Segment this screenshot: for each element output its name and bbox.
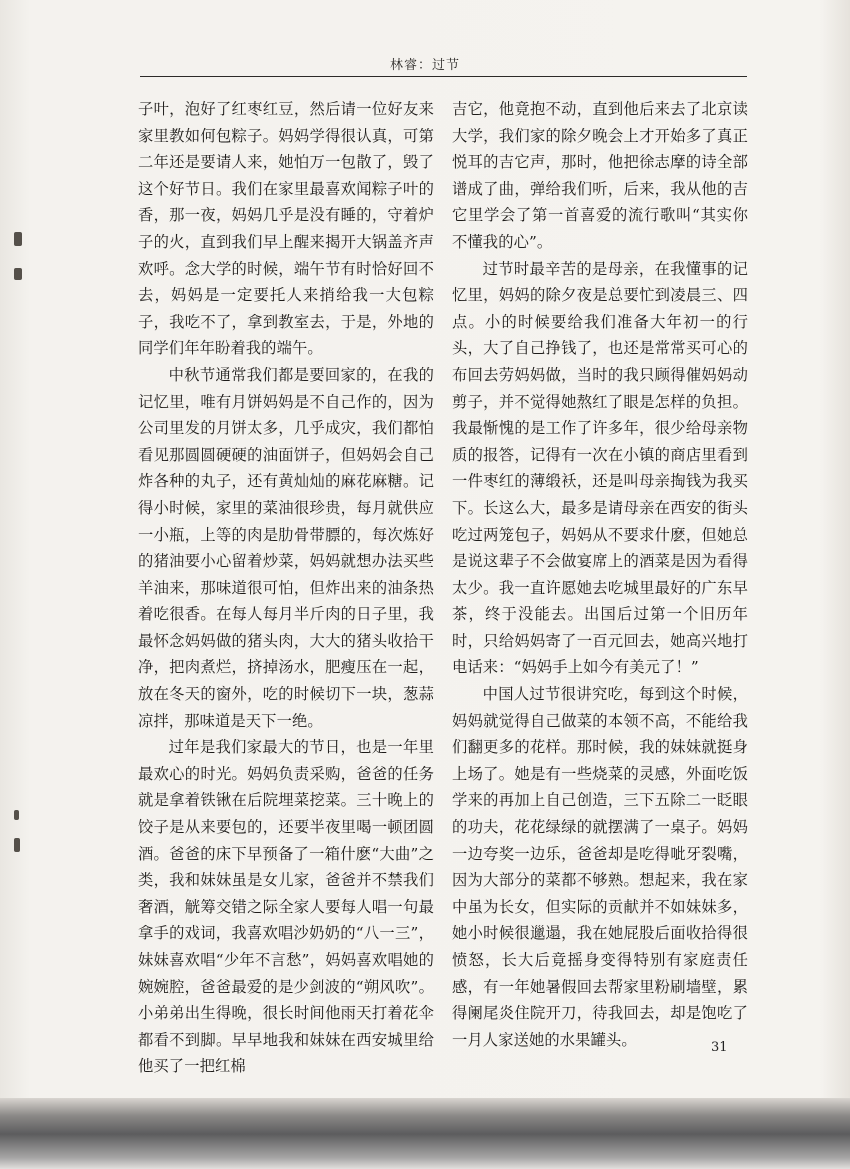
page-number: 31 [711, 1040, 728, 1055]
binding-mark [14, 268, 22, 280]
binding-mark [14, 232, 22, 246]
scan-edge-shadow [0, 1098, 850, 1169]
binding-mark [14, 810, 19, 820]
left-text-column [138, 96, 434, 1080]
paragraph-mother: 过节时最辛苦的是母亲，在我懂事的记忆里，妈妈的除夕夜是总要忙到凌晨三、四点。小的时候要给我们准备大年初一的行头，大了自己挣钱了，也还是常常买可心的布回去劳妈妈做，当时的我只顾得催妈妈动剪子，并不觉得她熬红了眼是怎样的负担。我最惭愧的是工作了许多年，很少给母亲物质的报答，记得有一次在小镇的商店里看到一件枣红的薄缎袄，还是叫母亲掏钱为我买下。长这么大，最多是请母亲在西安的街头吃过两笼包子，妈妈从不要求什麽，但她总是说这辈子不会做宴席上的酒菜是因为看得太少。我一直许愿她去吃城里最好的广东早茶，终于没能去。出国后过第一个旧历年时，只给妈妈寄了一百元回去，她高兴地打电话来：“妈妈手上如今有美元了！” [452, 259, 748, 677]
paragraph-mid-autumn: 中秋节通常我们都是要回家的，在我的记忆里，唯有月饼妈妈是不自己作的，因为公司里发的月饼太多，几乎成灾，我们都怕看见那圆圆硬硬的油面饼子，但妈妈会自己炸各种的丸子，还有黄灿灿的麻花麻糖。记得小时候，家里的菜油很珍贵，每月就供应一小瓶，上等的肉是肋骨带膘的，每次炼好的猪油要小心留着炒菜，妈妈就想办法买些羊油来，那味道很可怕，但炸出来的油条热着吃很香。在每人每月半斤肉的日子里，我最怀念妈妈做的猪头肉，大大的猪头收拾干净，把肉煮烂，挤掉汤水，肥瘦压在一起，放在冬天的窗外，吃的时候切下一块，葱蒜凉拌，那味道是天下一绝。 [138, 365, 434, 730]
paragraph-dragon-boat: 子叶，泡好了红枣红豆，然后请一位好友来家里教如何包粽子。妈妈学得很认真，可第二年还是要请人来，她怕万一包散了，毁了这个好节日。我们在家里最喜欢闻粽子叶的香，那一夜，妈妈几乎是没有睡的，守着炉子的火，直到我们早上醒来揭开大锅盖齐声欢呼。念大学的时候，端午节有时恰好回不去，妈妈是一定要托人来捎给我一大包粽子，我吃不了，拿到教室去，于是，外地的同学们年年盼着我的端午。 [138, 100, 434, 358]
header-rule [140, 76, 747, 77]
paragraph-guitar: 吉它，他竟抱不动，直到他后来去了北京读大学，我们家的除夕晚会上才开始多了真正悦耳的吉它声，那时，他把徐志摩的诗全部谱成了曲，弹给我们听，后来，我从他的吉它里学会了第一首喜爱的流行歌叫“其实你不懂我的心”。 [452, 100, 748, 251]
paragraph-sister-cooking: 中国人过节很讲究吃，每到这个时候，妈妈就觉得自己做菜的本领不高，不能给我们翻更多的花样。那时候，我的妹妹就挺身上场了。她是有一些烧菜的灵感，外面吃饭学来的再加上自己创造，三下五除二一眨眼的功夫，花花绿绿的就摆满了一桌子。妈妈一边夸奖一边乐，爸爸却是吃得呲牙裂嘴，因为大部分的菜都不够熟。想起来，我在家中虽为长女，但实际的贡献并不如妹妹多，她小时候很邋遢，我在她屁股后面收拾得很愤怒，长大后竟摇身变得特别有家庭责任感，有一年她暑假回去帮家里粉刷墙壁，累得阑尾炎住院开刀，待我回去，却是饱吃了一月人家送她的水果罐头。 [452, 685, 748, 1049]
paragraph-new-year: 过年是我们家最大的节日，也是一年里最欢心的时光。妈妈负责采购，爸爸的任务就是拿着铁锹在后院埋菜挖菜。三十晚上的饺子是从来要包的，还要半夜里喝一顿团圆酒。爸爸的床下早预备了一箱什麽“大曲”之类，我和妹妹虽是女儿家，爸爸并不禁我们奢酒，觥筹交错之际全家人要每人唱一句最拿手的戏词，我喜欢唱沙奶奶的“八一三”，妹妹喜欢唱“少年不言愁”，妈妈喜欢唱她的婉婉腔，爸爸最爱的是少剑波的“朔风吹”。小弟弟出生得晚，很长时间他雨天打着花伞都看不到脚。早早地我和妹妹在西安城里给他买了一把红棉 [138, 738, 434, 1076]
right-text-column [452, 96, 748, 1053]
running-header: 林睿：过节 [389, 58, 460, 73]
binding-mark [14, 838, 20, 852]
